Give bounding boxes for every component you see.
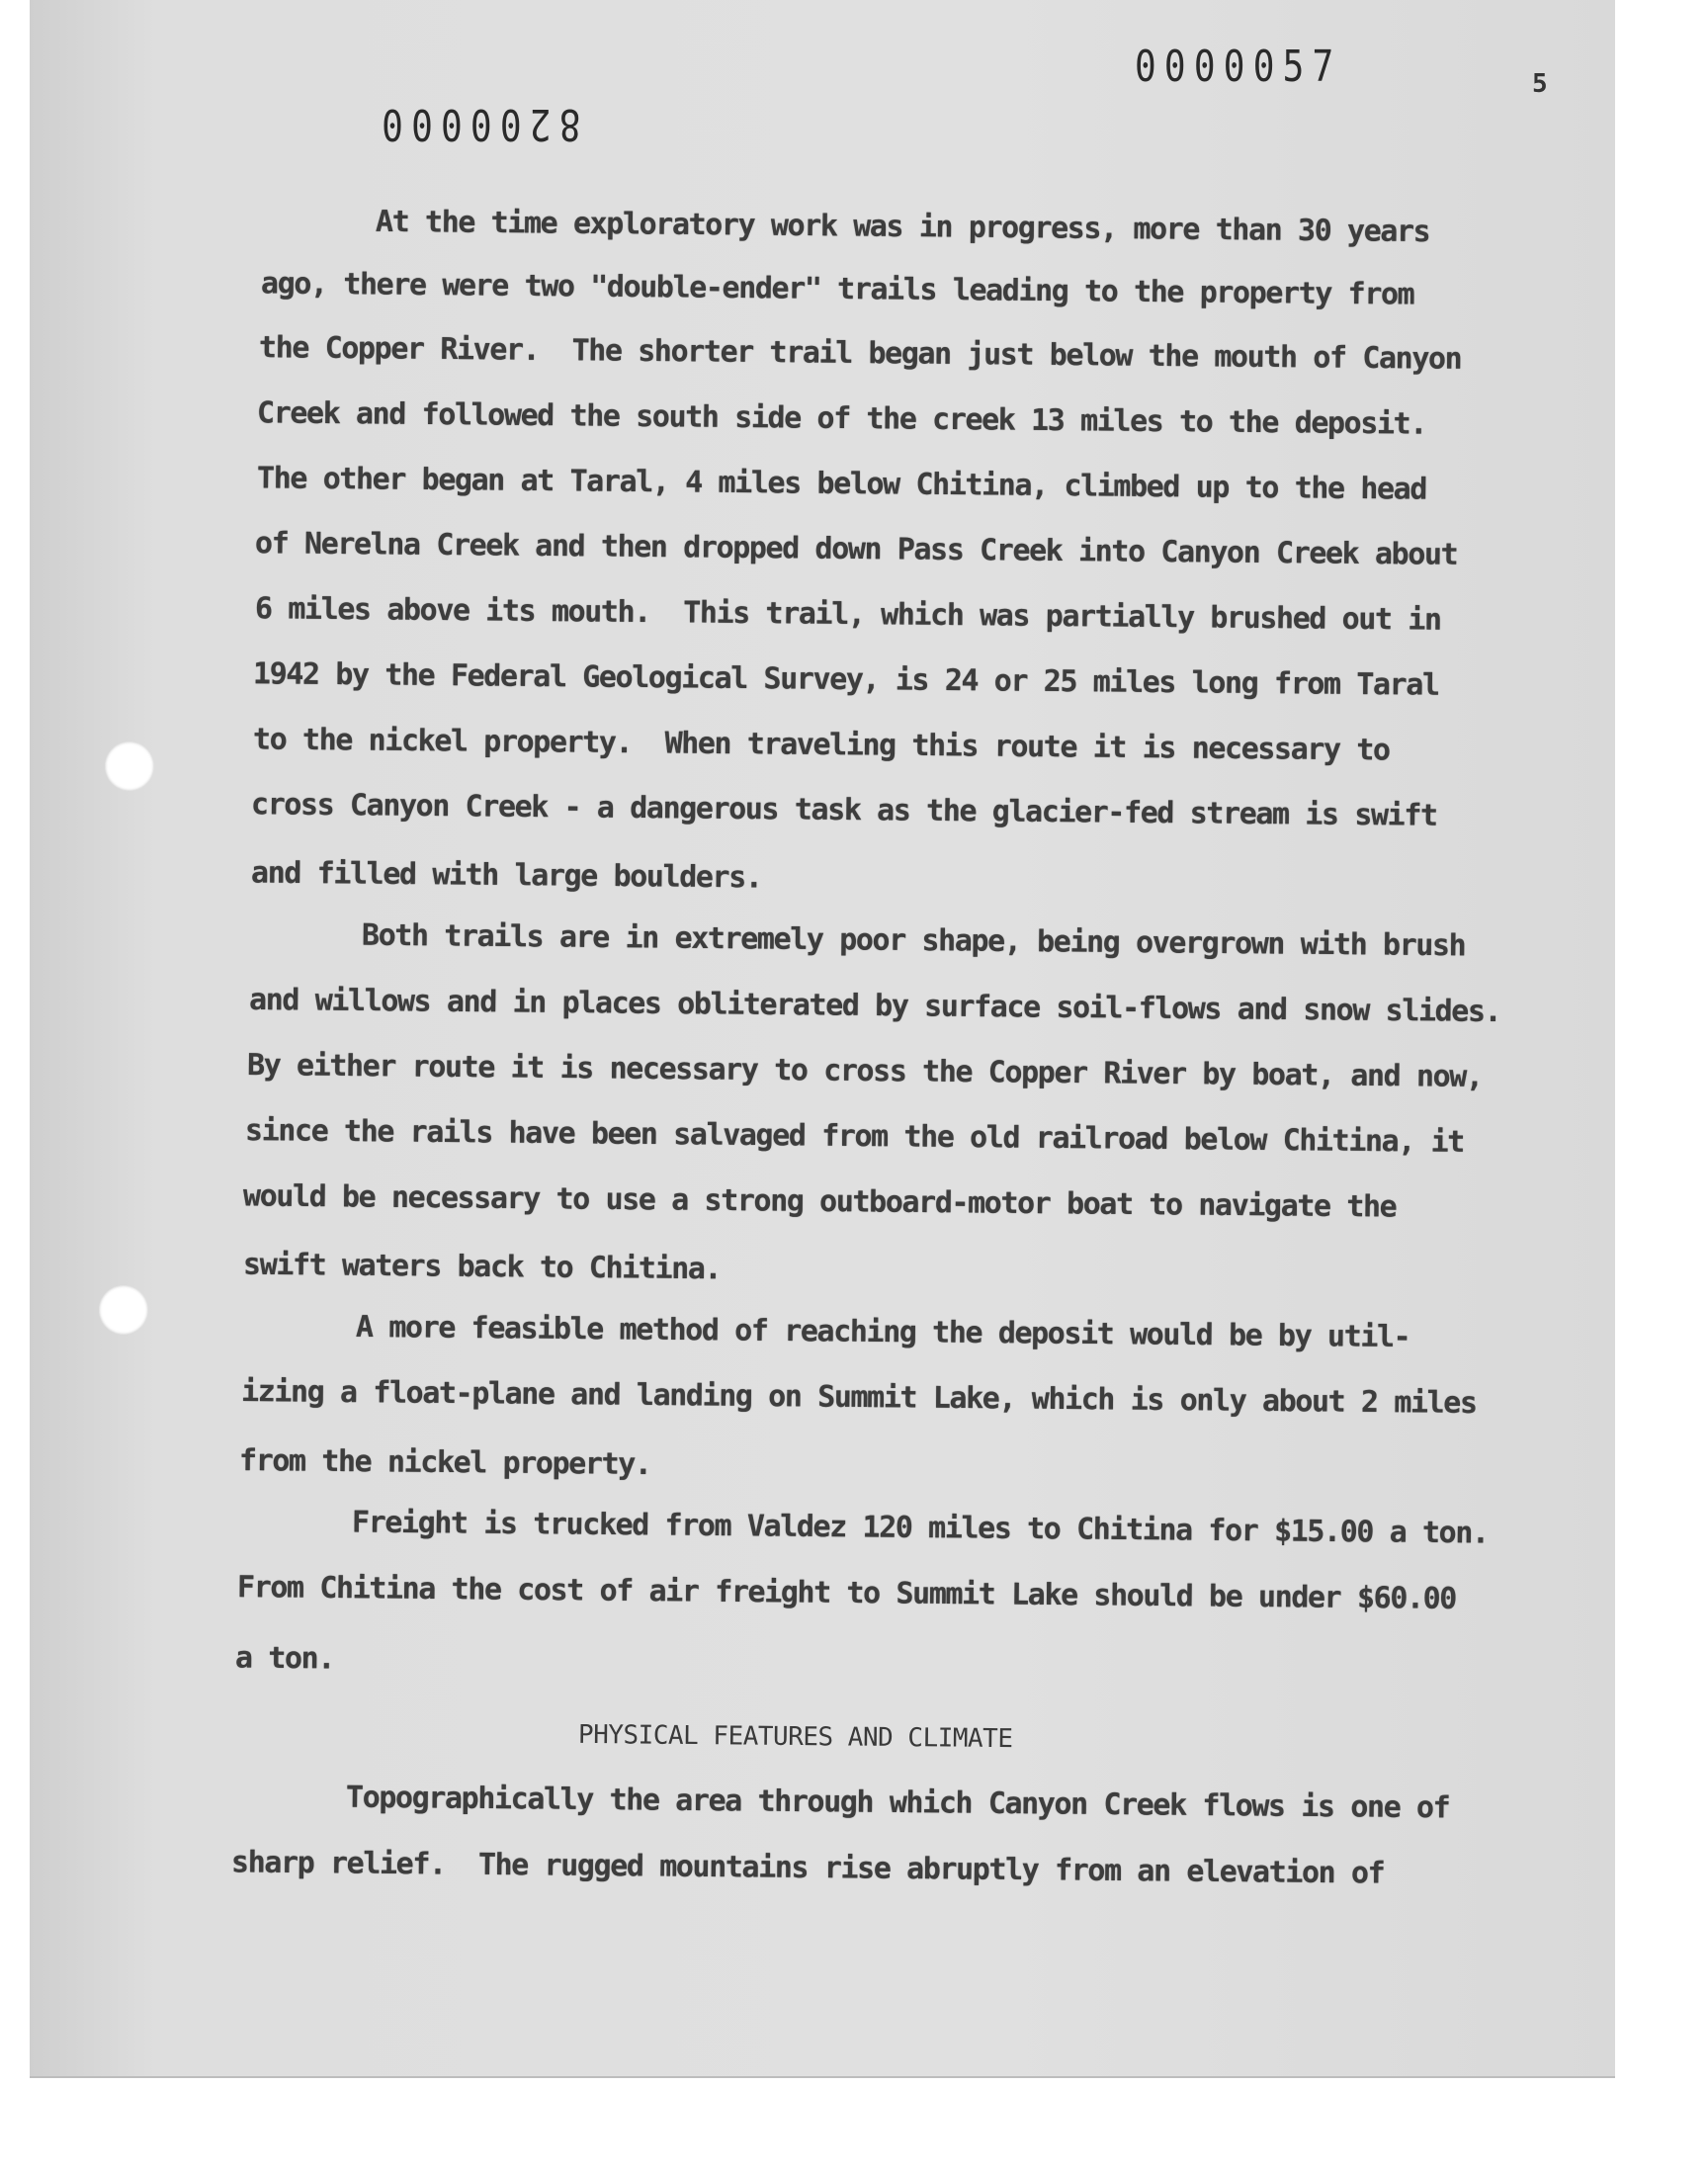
text-line: Freight is trucked from Valdez 120 miles to Chitina for $15.00 a ton. — [351, 1505, 1489, 1551]
text-line: of Nerelna Creek and then dropped down Pass Creek into Canyon Creek about — [254, 526, 1458, 572]
text-line: swift waters back to Chitina. — [242, 1247, 722, 1287]
stamp-number-left: 8200000 — [373, 99, 581, 149]
text-line: would be necessary to use a strong outboard-motor boat to navigate the — [242, 1178, 1397, 1225]
text-line: 6 miles above its mouth. This trail, which was partially brushed out in — [254, 591, 1441, 638]
text-line: The other began at Taral, 4 miles below Chitina, climbed up to the head — [256, 461, 1427, 507]
text-line: a ton. — [234, 1640, 335, 1677]
text-line: At the time exploratory work was in progress, more than 30 years — [375, 204, 1430, 250]
text-line: cross Canyon Creek - a dangerous task as the glacier-fed stream is swift — [250, 787, 1437, 833]
text-line: sharp relief. The rugged mountains rise abruptly from an elevation of — [230, 1845, 1385, 1891]
stamp-number-right: 0000057 — [1135, 42, 1342, 92]
text-line: 1942 by the Federal Geological Survey, is 24 or 25 miles long from Taral — [252, 656, 1439, 703]
text-line: By either route it is necessary to cross the Copper River by boat, and now, — [246, 1048, 1483, 1094]
text-line: from the nickel property. — [238, 1443, 651, 1482]
text-line: and filled with large boulders. — [250, 855, 762, 896]
text-line: A more feasible method of reaching the deposit would be by util- — [355, 1309, 1410, 1355]
text-line: izing a float-plane and landing on Summit Lake, which is only about 2 miles — [240, 1374, 1477, 1421]
text-line: ago, there were two "double-ender" trails leading to the property from — [260, 266, 1414, 312]
text-line: Both trails are in extremely poor shape, being overgrown with brush — [361, 917, 1466, 964]
text-line: Creek and followed the south side of the creek 13 miles to the deposit. — [256, 395, 1427, 442]
section-heading: PHYSICAL FEATURES AND CLIMATE — [577, 1719, 1013, 1755]
text-line: the Copper River. The shorter trail began just below the mouth of Canyon — [258, 330, 1462, 377]
text-line: From Chitina the cost of air freight to Summit Lake should be under $60.00 — [236, 1570, 1457, 1616]
text-line: Topographically the area through which Canyon Creek flows is one of — [345, 1780, 1450, 1826]
punch-hole-bottom — [99, 1285, 148, 1335]
punch-hole-top — [105, 741, 154, 791]
text-line: to the nickel property. When traveling this route it is necessary to — [252, 722, 1390, 768]
page-number: 5 — [1532, 69, 1548, 99]
text-line: and willows and in places obliterated by surface soil-flows and snow slides. — [248, 982, 1501, 1030]
text-line: since the rails have been salvaged from the old railroad below Chitina, it — [244, 1113, 1465, 1160]
page-edge — [30, 2076, 1615, 2078]
